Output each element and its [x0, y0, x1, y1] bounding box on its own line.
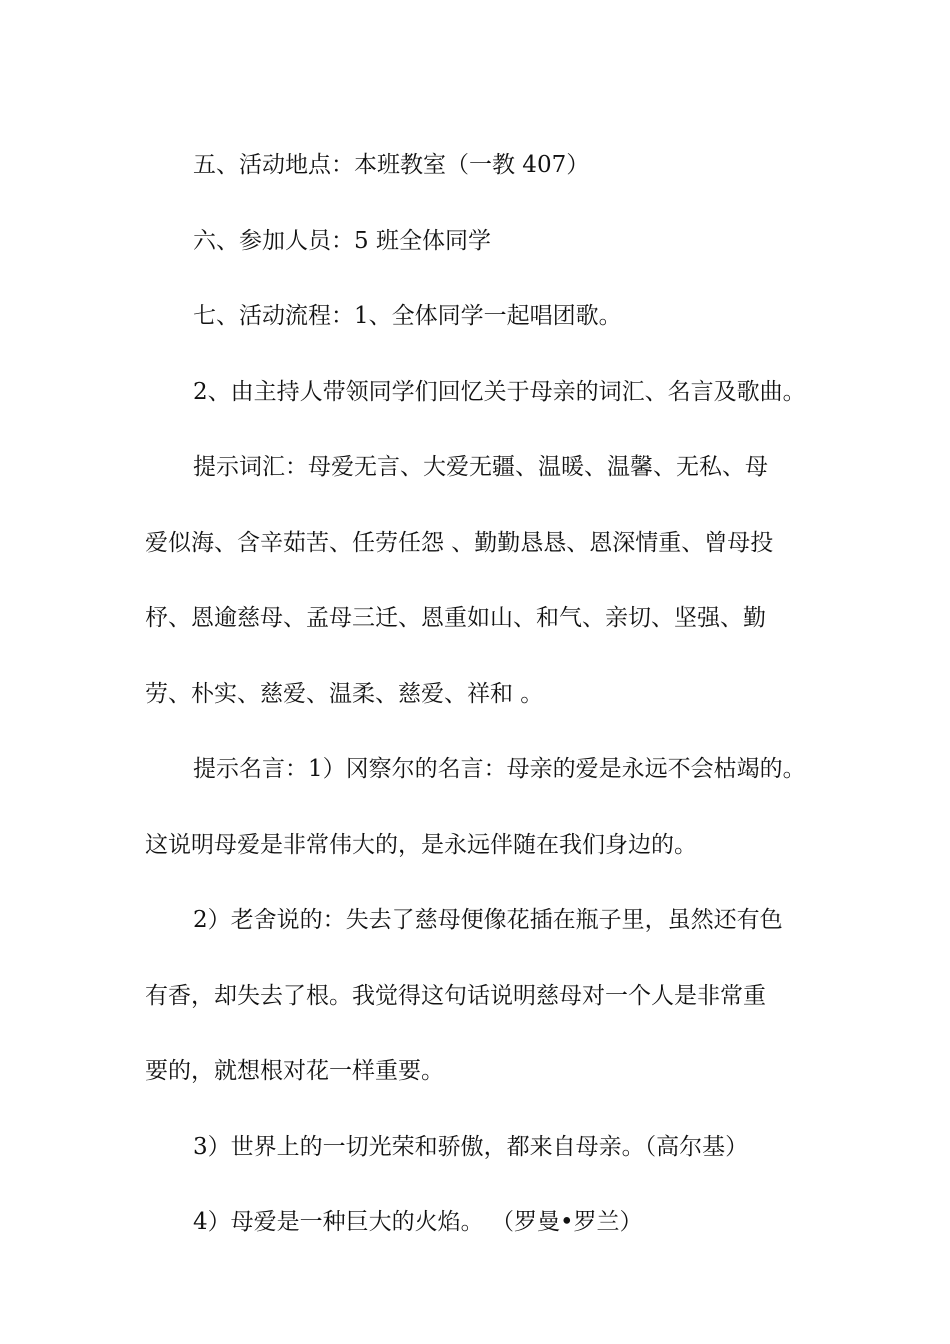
text-line-vocab-3: 杼、恩逾慈母、孟母三迁、恩重如山、和气、亲切、坚强、勤 — [145, 605, 766, 631]
text-line-quote-4: 4）母爱是一种巨大的火焰。 （罗曼•罗兰） — [193, 1209, 643, 1235]
text-line-vocab-2: 爱似海、含辛茹苦、任劳任怨 、勤勤恳恳、恩深情重、曾母投 — [145, 529, 774, 556]
text-line-quote-2c: 要的，就想根对花一样重要。 — [145, 1058, 444, 1084]
text-line-location: 五、活动地点：本班教室（一教 407） — [193, 152, 590, 178]
text-line-quote-3: 3）世界上的一切光荣和骄傲，都来自母亲。（高尔基） — [193, 1133, 749, 1160]
text-line-participants: 六、参加人员：5 班全体同学 — [193, 227, 491, 254]
text-line-quote-1a: 提示名言：1）冈察尔的名言：母亲的爱是永远不会枯竭的。 — [193, 756, 806, 782]
text-line-vocab-1: 提示词汇：母爱无言、大爱无疆、温暖、温馨、无私、母 — [193, 454, 768, 480]
document-body — [145, 128, 825, 1261]
text-line-quote-2a: 2）老舍说的：失去了慈母便像花插在瓶子里，虽然还有色 — [193, 907, 783, 933]
text-line-quote-1b: 这说明母爱是非常伟大的，是永远伴随在我们身边的。 — [145, 831, 697, 858]
text-line-quote-2b: 有香，却失去了根。我觉得这句话说明慈母对一个人是非常重 — [145, 982, 766, 1009]
text-line-step-2: 2、由主持人带领同学们回忆关于母亲的词汇、名言及歌曲。 — [193, 378, 806, 405]
text-line-vocab-4: 劳、朴实、慈爱、温柔、慈爱、祥和 。 — [145, 680, 544, 707]
text-line-process: 七、活动流程：1、全体同学一起唱团歌。 — [193, 303, 622, 329]
